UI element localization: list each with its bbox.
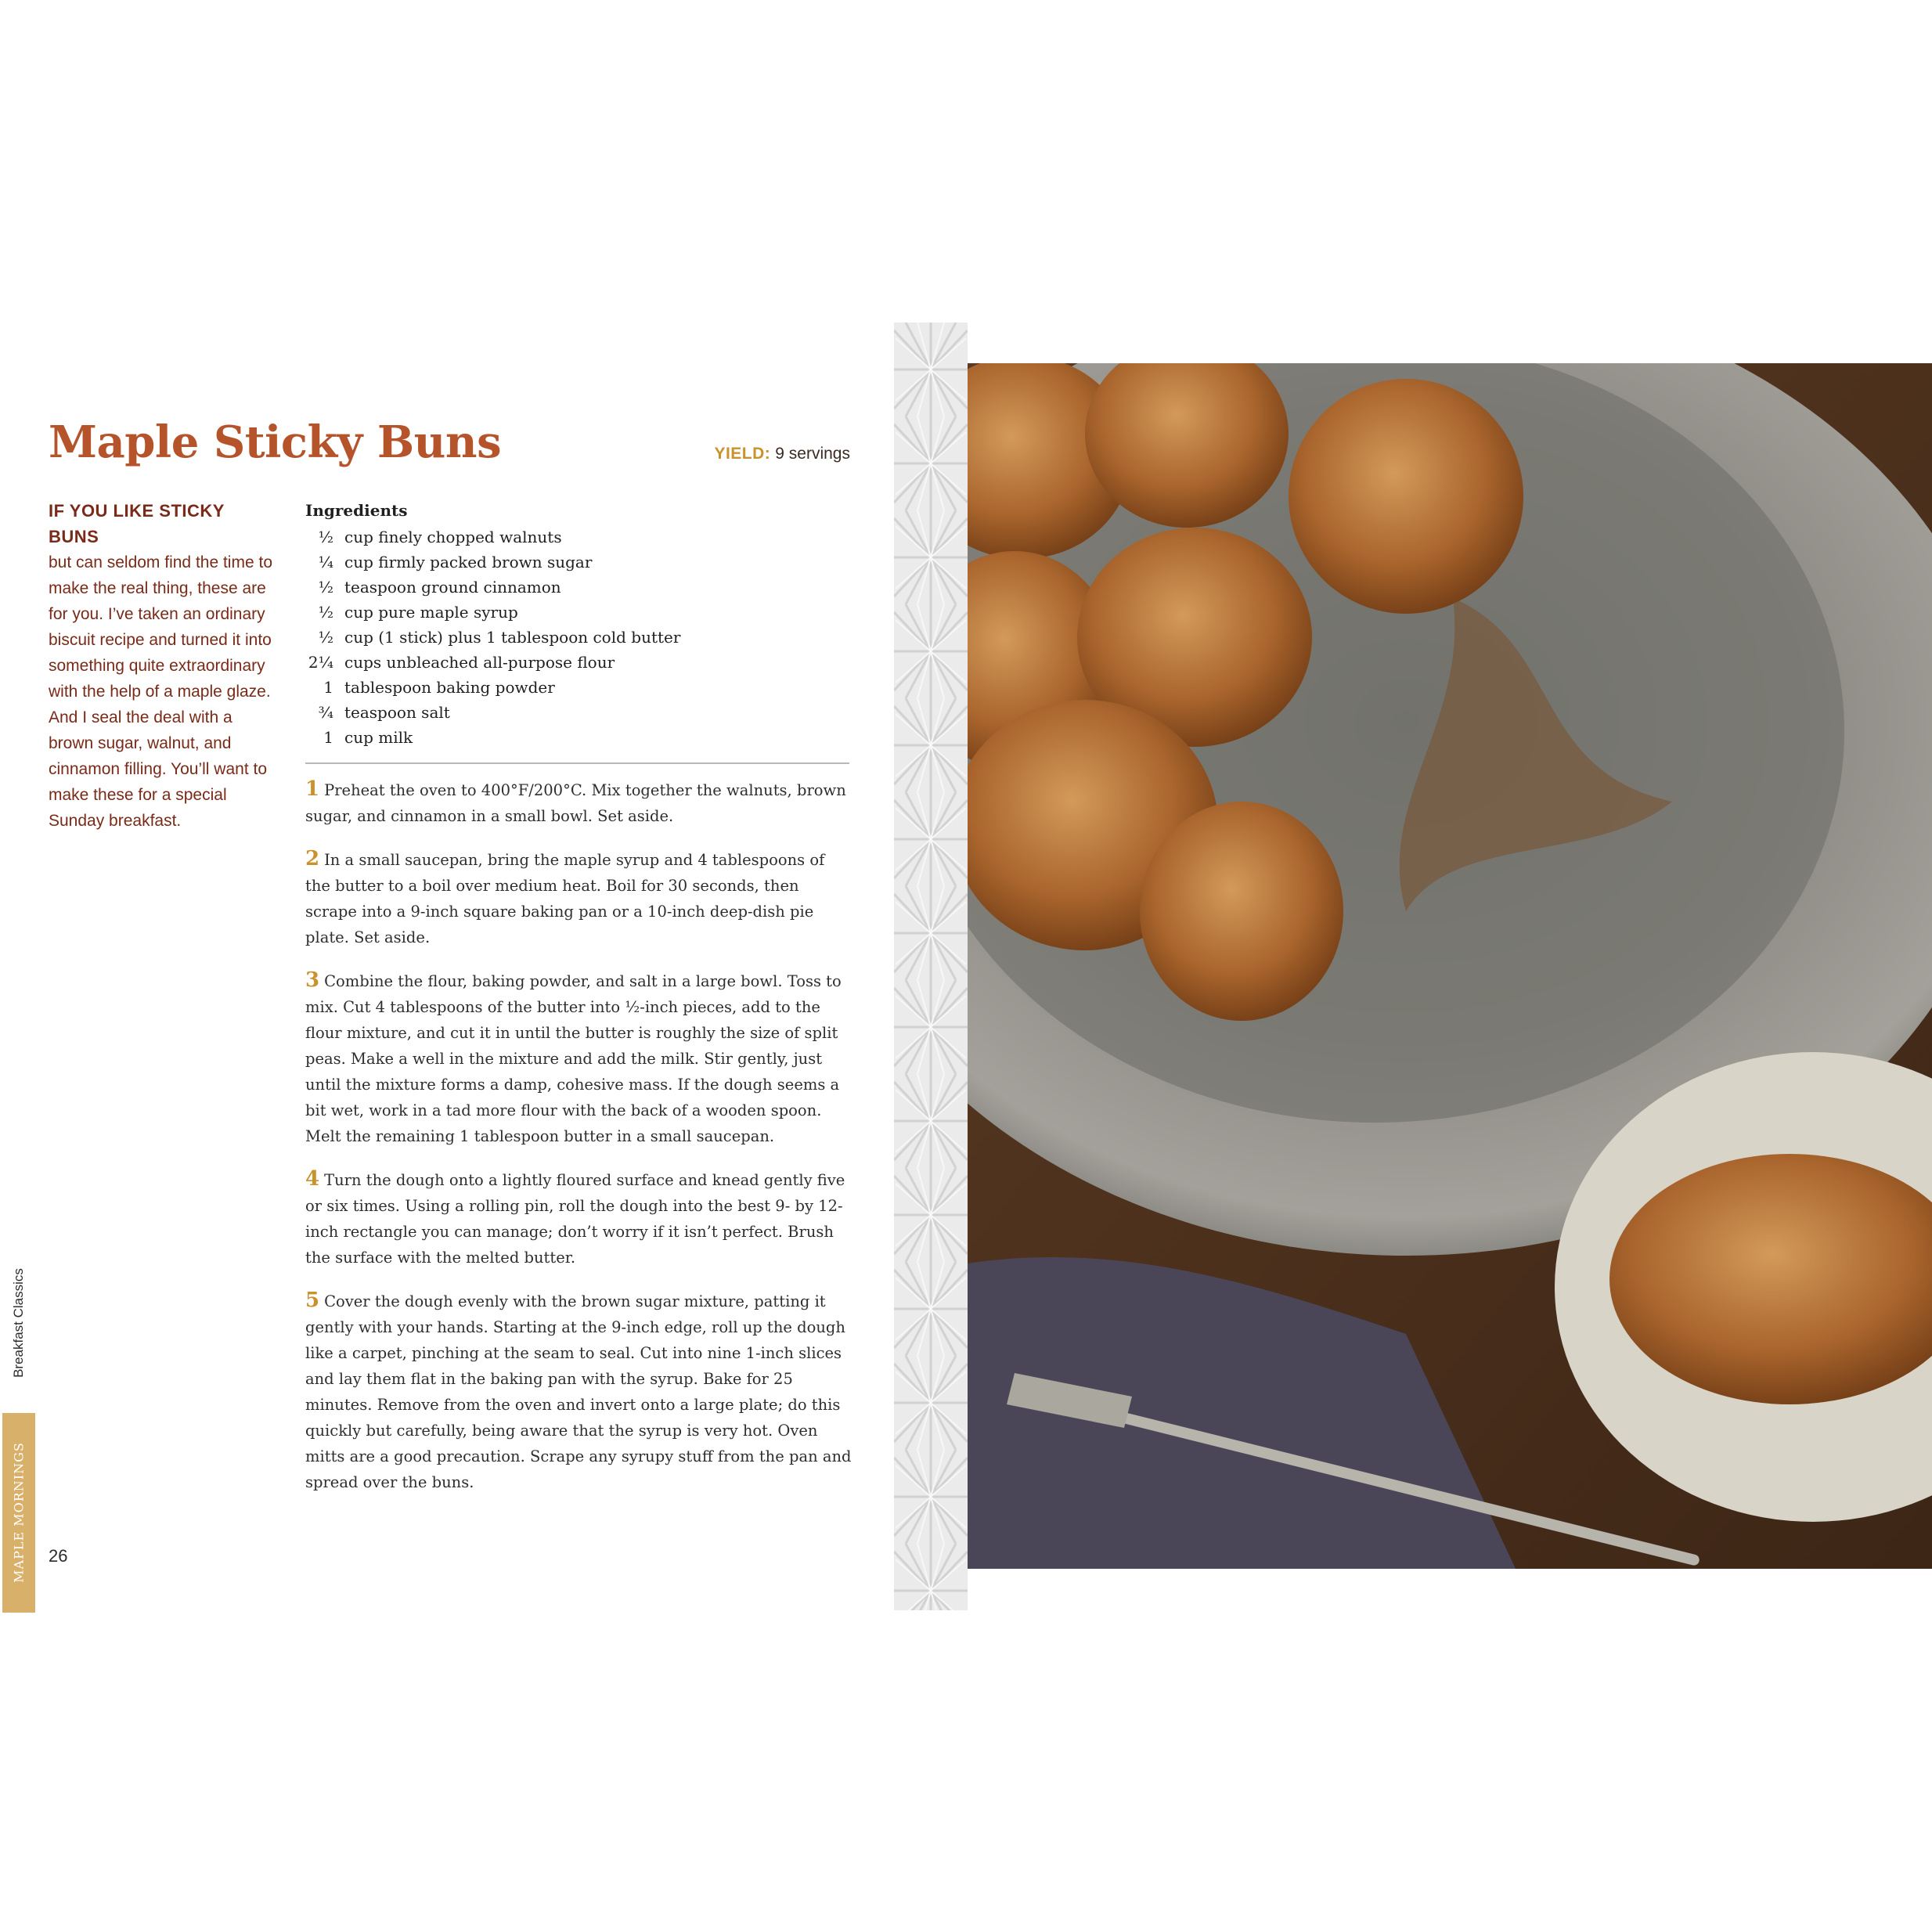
step-text: In a small saucepan, bring the maple syrup and 4 tablespoons of the butter to a boil over medium heat. Boil for 30 seconds, then scrape into a 9-inch square baking pan or a 10-inch deep-dish pie plate. Set aside.: [305, 851, 825, 946]
section-label: Breakfast Classics: [11, 1268, 26, 1378]
step-text: Combine the flour, baking powder, and salt in a large bowl. Toss to mix. Cut 4 tablespoons of the butter into ½-inch pieces, add to the flour mixture, and cut it in until the butter is roughly the size of split peas. Make a well in the mixture and add the milk. Stir gently, just until the mixture forms a damp, cohesive mass. If the dough seems a bit wet, work in a tad more flour with the back of a wooden spoon. Melt the remaining 1 tablespoon butter in a small saucepan.: [305, 972, 842, 1145]
step-2: [305, 846, 852, 950]
ingredient-item: [305, 550, 849, 575]
ingredient-text: tablespoon baking powder: [344, 678, 555, 697]
headnote-body: but can seldom find the time to make the real thing, these are for you. I’ve taken an ordinary biscuit recipe and turned it into something quite extraordinary with the help of a maple glaze. And I seal the deal with a brown sugar, walnut, and cinnamon filling. You’ll want to make these for a special Sunday breakfast.: [49, 553, 272, 830]
step-number: 1: [305, 777, 320, 801]
page-number: 26: [49, 1546, 68, 1566]
ingredient-qty: ½: [318, 628, 333, 647]
step-text: Preheat the oven to 400°F/200°C. Mix together the walnuts, brown sugar, and cinnamon in a small bowl. Set aside.: [305, 781, 846, 825]
ingredient-text: cup finely chopped walnuts: [344, 528, 562, 546]
method-steps: [305, 777, 852, 1512]
ingredient-qty: ½: [318, 603, 333, 622]
step-1: [305, 777, 852, 829]
decorative-strip: [894, 323, 968, 1610]
ingredient-item: [305, 625, 849, 650]
step-number: 2: [305, 847, 320, 870]
ingredient-text: cup (1 stick) plus 1 tablespoon cold butter: [344, 628, 681, 647]
headnote-lead: IF YOU LIKE STICKY BUNS: [49, 501, 225, 546]
step-text: Turn the dough onto a lightly floured surface and knead gently five or six times. Using a rolling pin, roll the dough into the best 9- by 12-inch rectangle you can manage; don’t worry if it isn’t perfect. Brush the surface with the melted butter.: [305, 1171, 845, 1267]
ingredient-qty: 1: [323, 728, 333, 747]
ingredient-text: cup milk: [344, 728, 413, 747]
ingredient-qty: 1: [323, 678, 333, 697]
yield-label: YIELD:: [714, 445, 771, 463]
step-3: [305, 968, 852, 1149]
step-number: 4: [305, 1167, 320, 1191]
ingredient-item: [305, 575, 849, 600]
step-5: [305, 1288, 852, 1495]
ingredient-item: [305, 675, 849, 700]
section-divider: [305, 762, 849, 764]
step-number: 3: [305, 968, 320, 992]
ingredient-text: cup pure maple syrup: [344, 603, 518, 622]
recipe-yield: [714, 445, 850, 463]
step-4: [305, 1166, 852, 1271]
ingredient-text: cups unbleached all-purpose flour: [344, 653, 615, 672]
ingredient-item: [305, 700, 849, 725]
yield-value: 9 servings: [775, 445, 850, 463]
ingredient-qty: ¾: [318, 703, 333, 722]
ingredients-heading: Ingredients: [305, 501, 408, 520]
ingredient-item: [305, 650, 849, 675]
headnote: [49, 498, 276, 834]
ingredient-text: teaspoon salt: [344, 703, 450, 722]
ingredient-qty: ½: [318, 578, 333, 597]
step-text: Cover the dough evenly with the brown sugar mixture, patting it gently with your hands. Starting at the 9-inch edge, roll up the dough like a carpet, pinching at the seam to seal. Cut into nine 1-inch slices and lay them flat in the baking pan with the syrup. Bake for 25 minutes. Remove from the oven and invert onto a large plate; do this quickly but carefully, being aware that the syrup is very hot. Oven mitts are a good precaution. Scrape any syrupy stuff from the pan and spread over the buns.: [305, 1292, 852, 1491]
step-number: 5: [305, 1289, 320, 1312]
ingredients-list: [305, 501, 849, 750]
recipe-title: Maple Sticky Buns: [49, 416, 502, 468]
ingredient-text: cup firmly packed brown sugar: [344, 553, 593, 571]
ingredient-text: teaspoon ground cinnamon: [344, 578, 561, 597]
ingredient-item: [305, 524, 849, 550]
ingredient-qty: ½: [318, 528, 333, 546]
ingredient-item: [305, 600, 849, 625]
ingredient-qty: 2¼: [308, 653, 333, 672]
book-title-tab: MAPLE MORNINGS: [11, 1442, 27, 1583]
ingredient-qty: ¼: [318, 553, 333, 571]
recipe-photo: [968, 363, 1932, 1569]
ingredient-item: [305, 725, 849, 750]
